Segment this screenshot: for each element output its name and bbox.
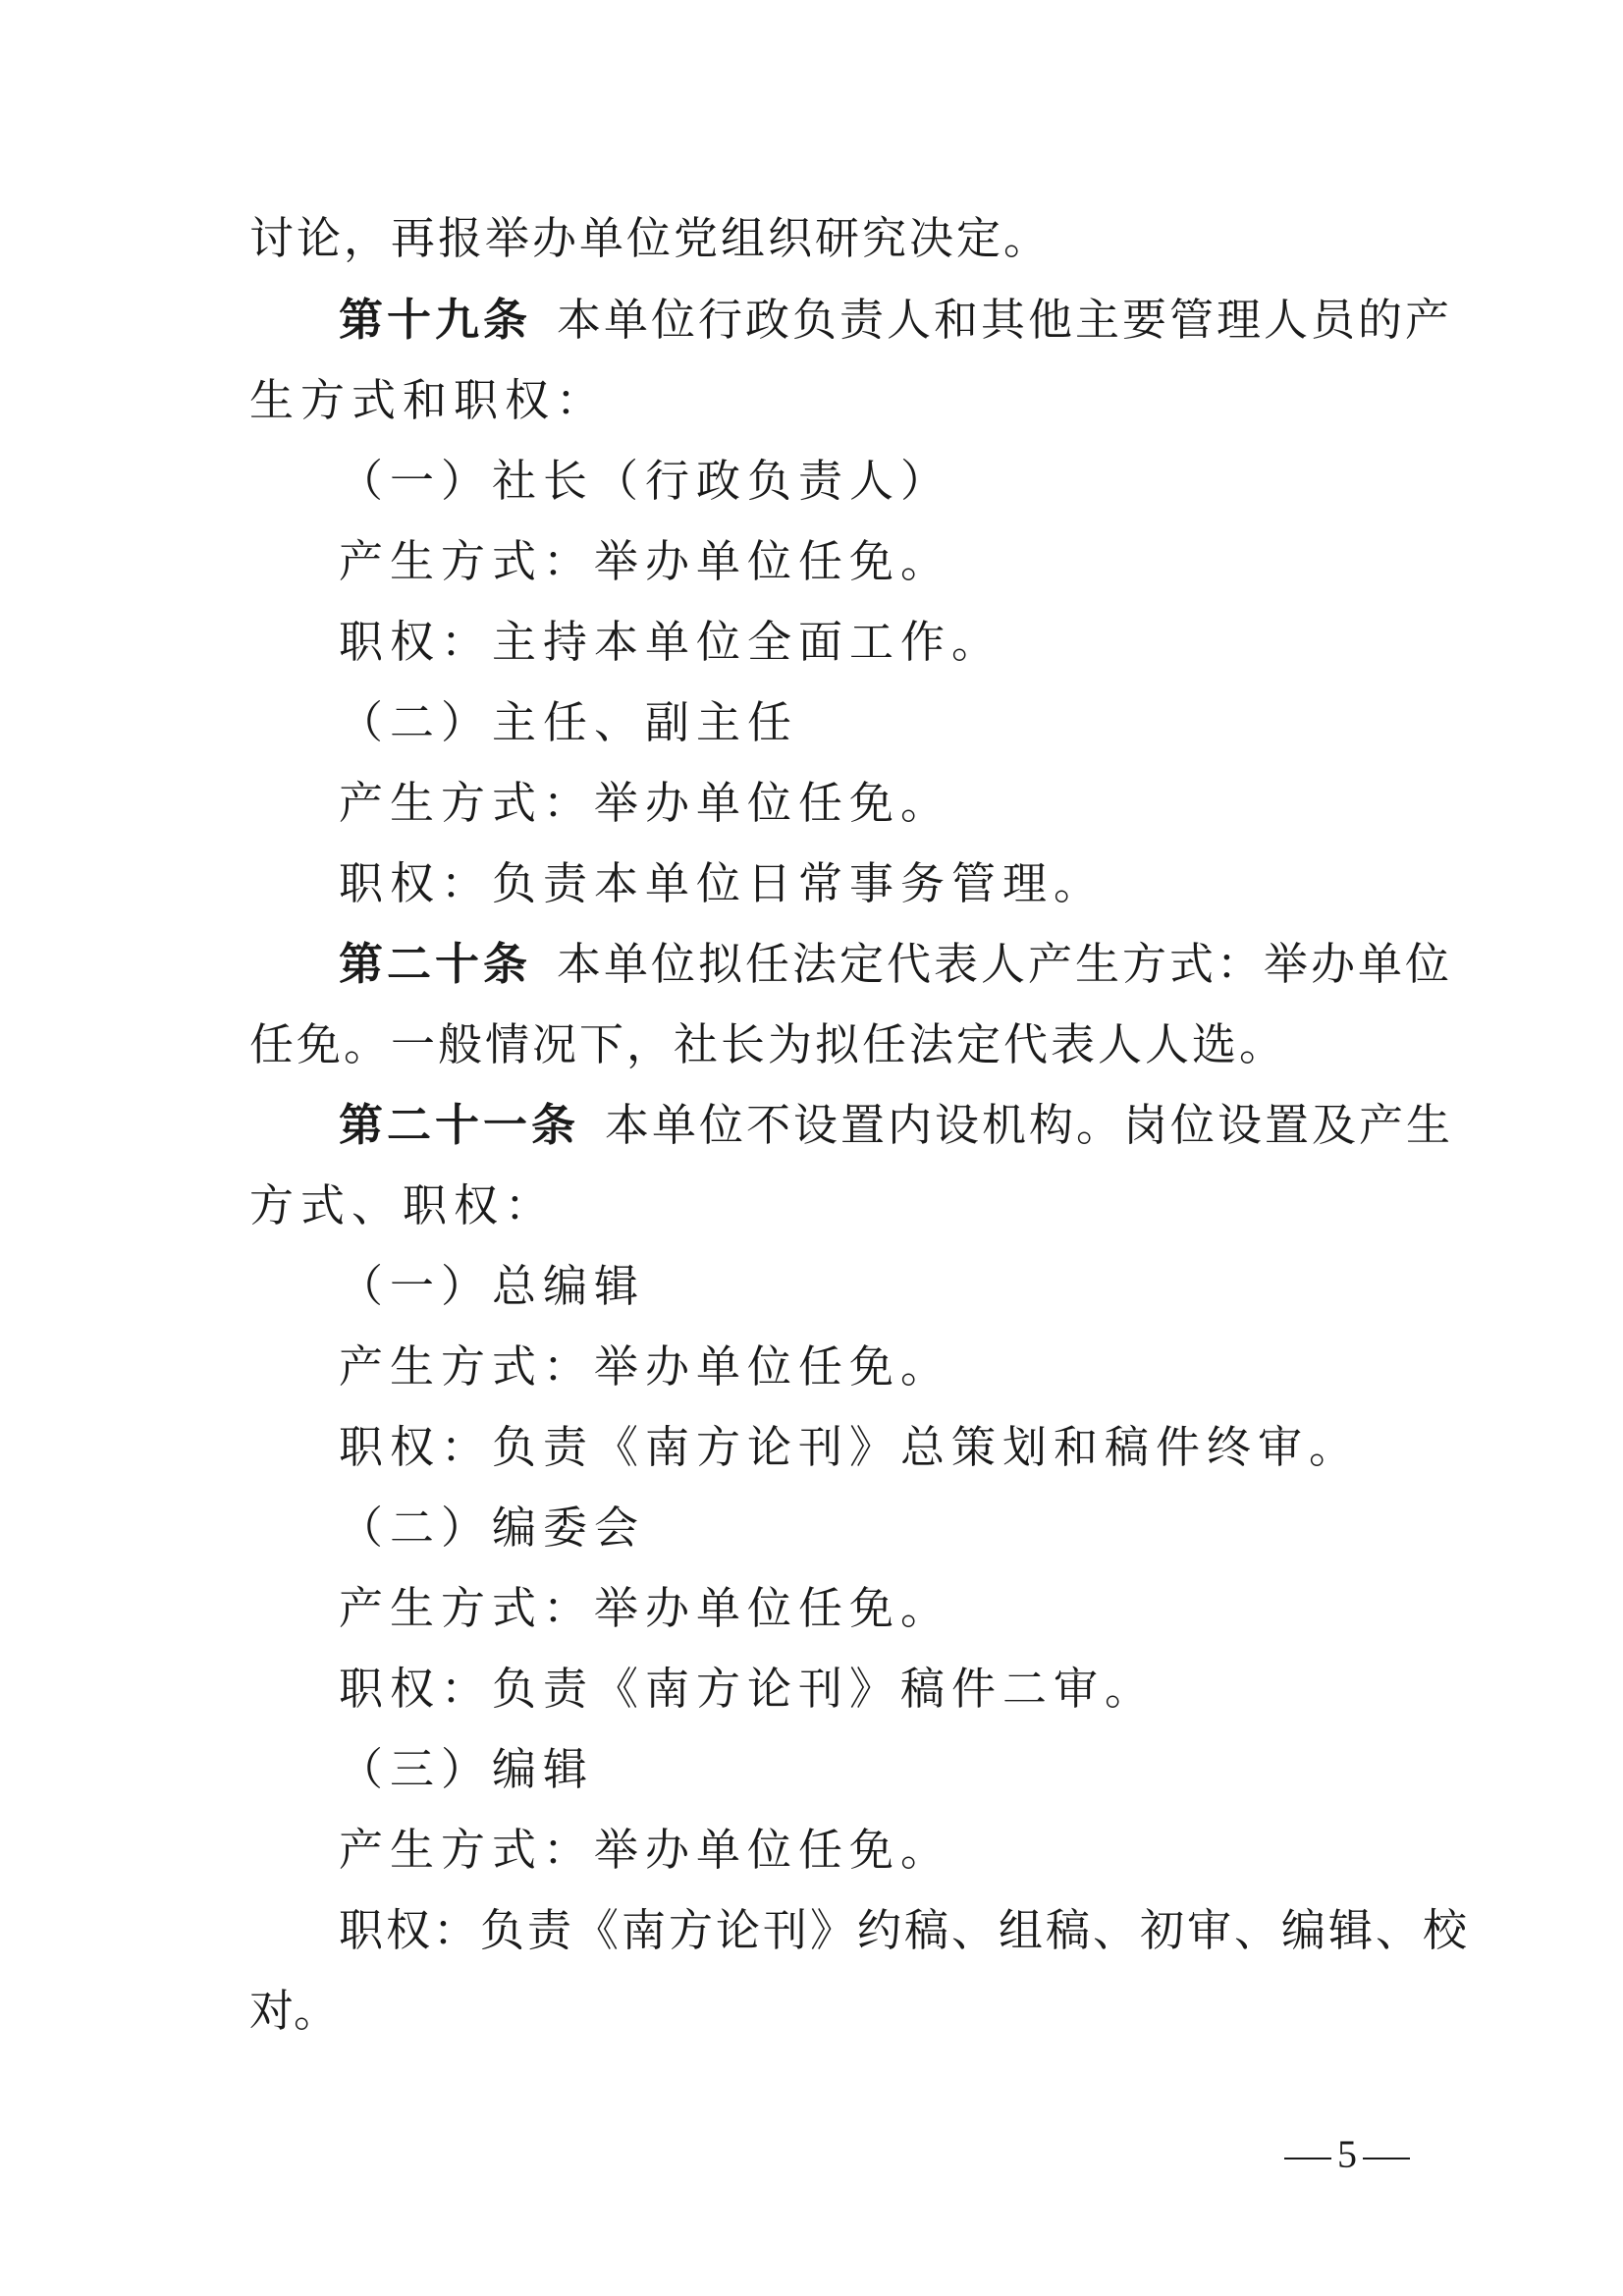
body-text-line: 任免。一般情况下，社长为拟任法定代表人人选。 [249, 1018, 1287, 1070]
body-text-line: 职权：负责《南方论刊》总策划和稿件终审。 [339, 1421, 1361, 1473]
article-heading: 第十九条 [339, 294, 532, 346]
body-text-line: 讨论，再报举办单位党组织研究决定。 [249, 212, 1052, 264]
article-heading: 第二十一条 [339, 1099, 580, 1151]
page-number [1278, 2127, 1416, 2182]
page-number-value: 5 [1337, 2132, 1357, 2176]
body-text-line: 生方式和职权： [249, 374, 608, 426]
body-text-line: 对。 [249, 1985, 339, 2037]
section-heading: （三）编辑 [339, 1743, 595, 1795]
article-line [339, 935, 1452, 994]
body-text-line: 产生方式：举办单位任免。 [339, 535, 952, 587]
article-line [339, 291, 1452, 350]
body-text-line: 产生方式：举办单位任免。 [339, 1824, 952, 1876]
page-number-dash-left [1284, 2158, 1331, 2159]
section-heading: （二）编委会 [339, 1502, 646, 1554]
body-text-line: 职权：负责本单位日常事务管理。 [339, 857, 1106, 909]
section-heading: （一）社长（行政负责人） [339, 455, 952, 507]
body-text-line: 产生方式：举办单位任免。 [339, 777, 952, 829]
section-heading: （二）主任、副主任 [339, 696, 799, 748]
section-heading: （一）总编辑 [339, 1260, 646, 1312]
body-text-line: 职权：主持本单位全面工作。 [339, 616, 1003, 668]
article-text: 本单位不设置内设机构。岗位设置及产生 [605, 1099, 1454, 1151]
article-text: 本单位拟任法定代表人产生方式：举办单位 [557, 938, 1453, 990]
body-text-line: 产生方式：举办单位任免。 [339, 1340, 952, 1393]
body-text-line: 方式、职权： [249, 1179, 557, 1231]
page-number-dash-right [1363, 2158, 1410, 2159]
article-line [339, 1096, 1453, 1155]
body-text-line: 职权：负责《南方论刊》约稿、组稿、初审、编辑、校 [339, 1904, 1471, 1956]
article-heading: 第二十条 [339, 938, 532, 990]
article-text: 本单位行政负责人和其他主要管理人员的产 [557, 294, 1453, 346]
body-text-line: 产生方式：举办单位任免。 [339, 1582, 952, 1634]
body-text-line: 职权：负责《南方论刊》稿件二审。 [339, 1663, 1157, 1715]
